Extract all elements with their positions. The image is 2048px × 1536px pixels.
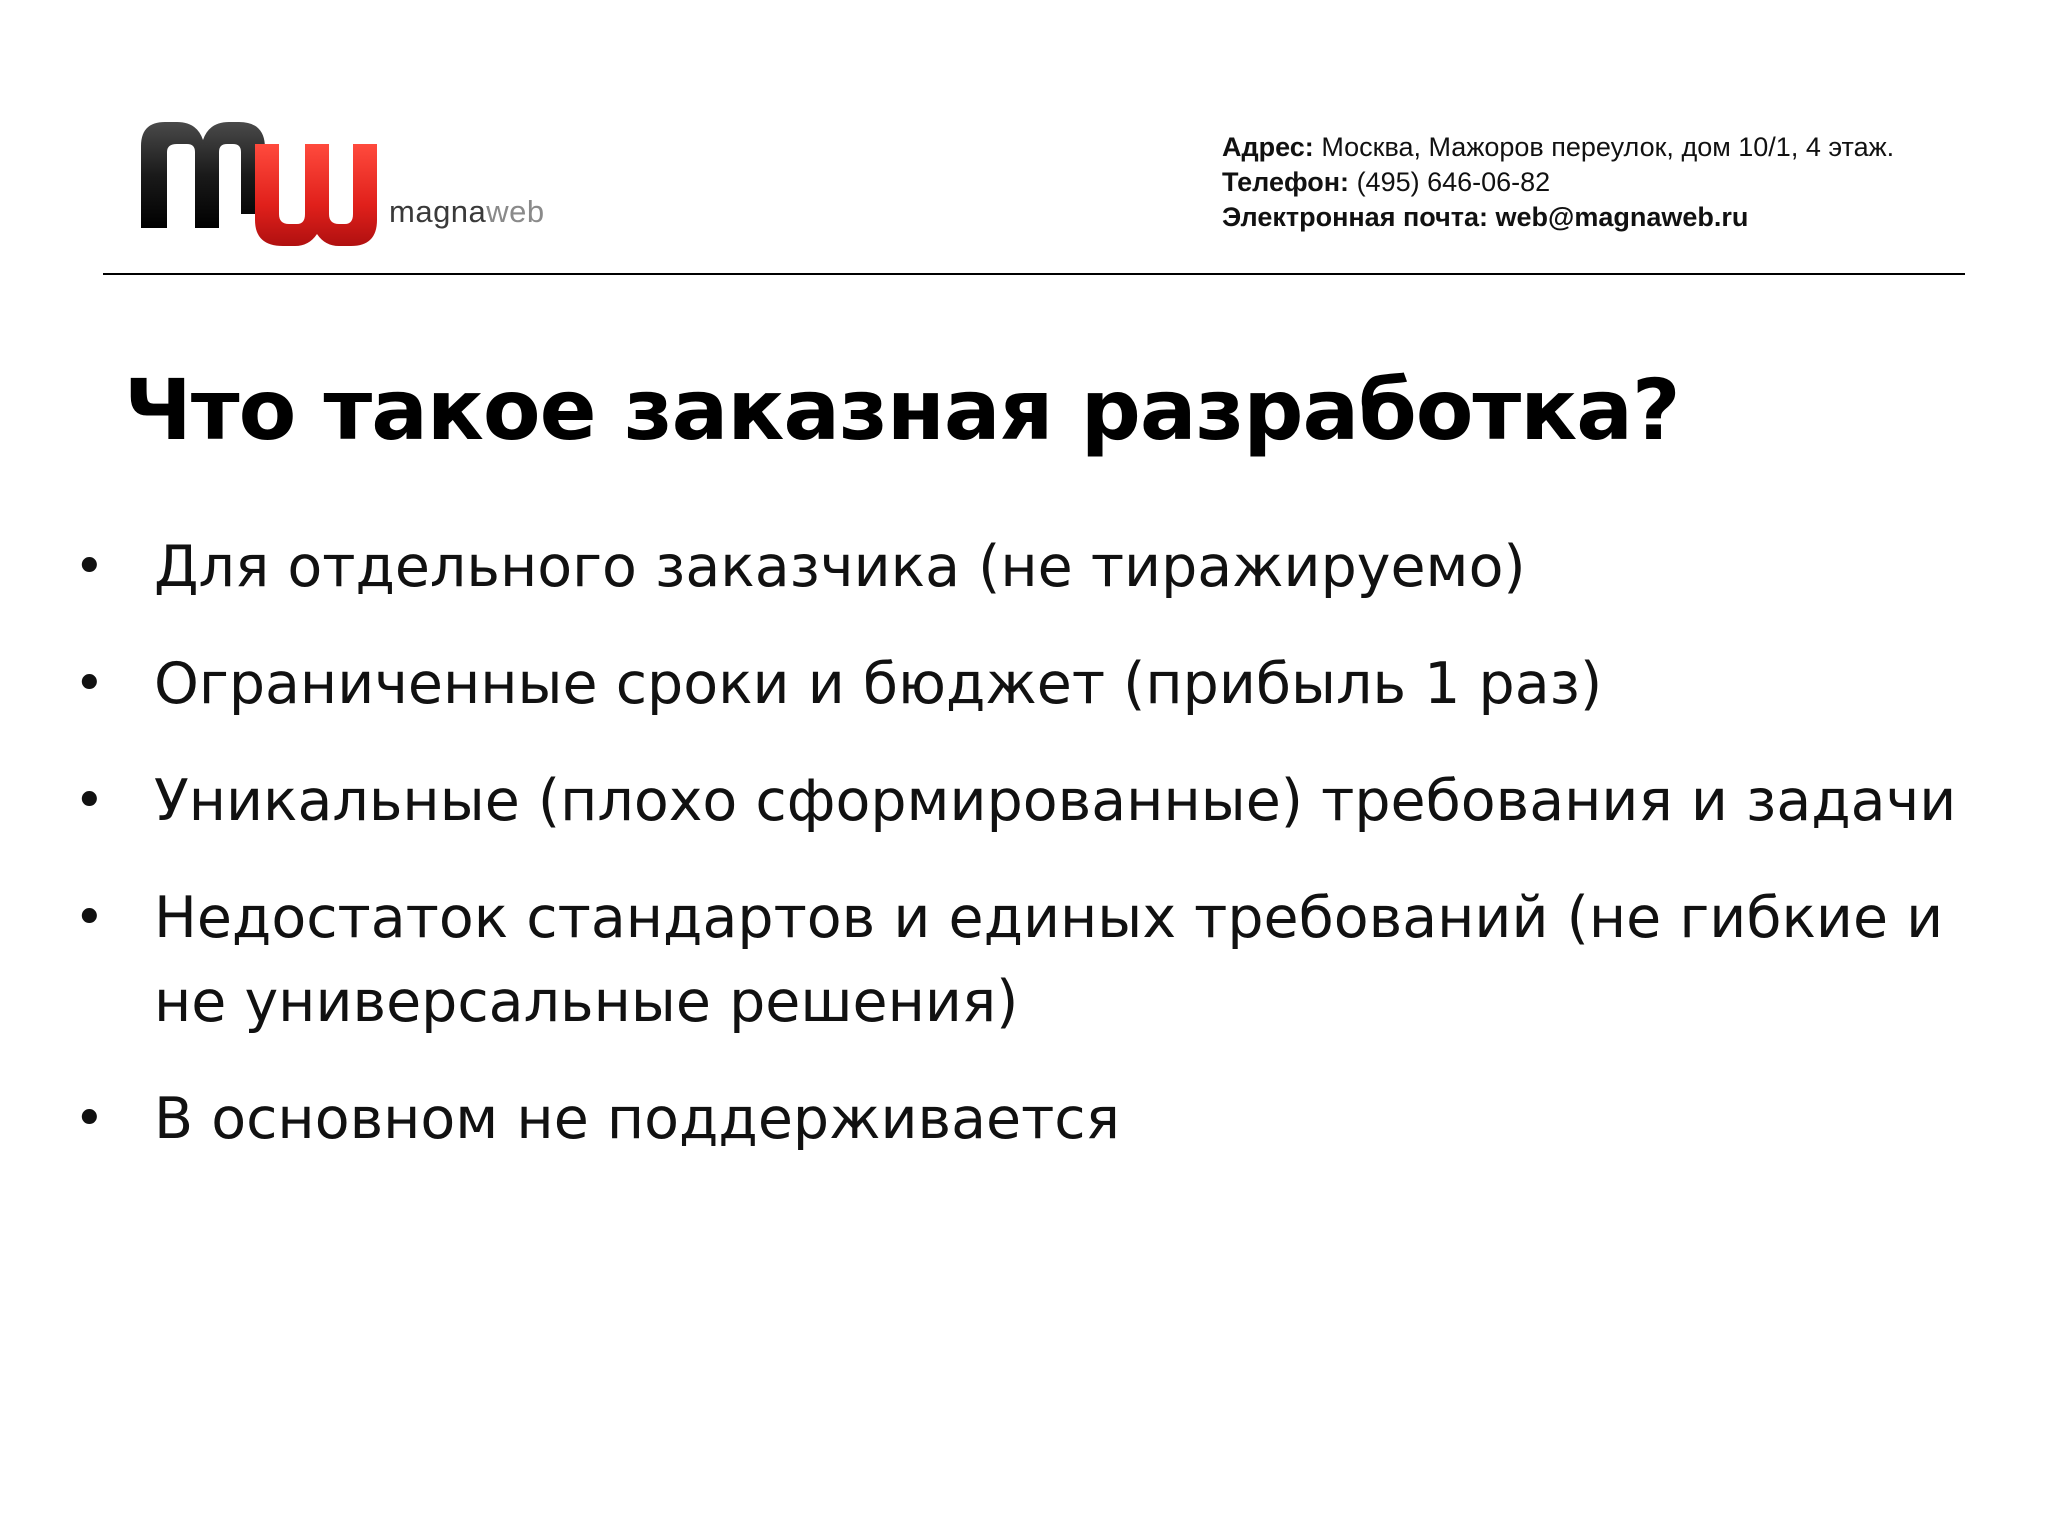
bullet-dot-icon: • [74, 888, 105, 948]
bullet-dot-icon: • [74, 1089, 105, 1149]
brand-wordmark-web: web [486, 194, 545, 229]
header-divider [103, 273, 1965, 275]
bullet-list [66, 525, 1966, 1194]
slide-header [103, 96, 1965, 274]
bullet-dot-icon: • [74, 537, 105, 597]
bullet-item [66, 1077, 1966, 1161]
email-value: web@magnaweb.ru [1495, 202, 1749, 232]
address-label: Адрес: [1222, 132, 1314, 162]
bullet-text: Уникальные (плохо сформированные) требования и задачи [154, 768, 1957, 834]
phone-label: Телефон: [1222, 167, 1350, 197]
brand-wordmark-magna: magna [389, 194, 487, 229]
brand-wordmark [389, 194, 545, 230]
contact-block [1222, 130, 1982, 235]
bullet-text: Недостаток стандартов и единых требований (не гибкие и не универсальные решения) [154, 885, 1944, 1035]
address-value: Москва, Мажоров переулок, дом 10/1, 4 этаж. [1321, 132, 1895, 162]
bullet-text: Ограниченные сроки и бюджет (прибыль 1 раз) [154, 651, 1603, 717]
bullet-item [66, 642, 1966, 726]
email-label: Электронная почта: [1222, 202, 1488, 232]
bullet-dot-icon: • [74, 771, 105, 831]
address-row [1222, 130, 1982, 165]
slide-title: Что такое заказная разработка? [124, 361, 1680, 459]
bullet-item [66, 876, 1966, 1044]
magnaweb-logo [137, 110, 607, 250]
bullet-dot-icon: • [74, 654, 105, 714]
email-row [1222, 200, 1982, 235]
phone-row [1222, 165, 1982, 200]
bullet-text: В основном не поддерживается [154, 1086, 1120, 1152]
phone-value: (495) 646-06-82 [1356, 167, 1551, 197]
bullet-item [66, 525, 1966, 609]
bullet-item [66, 759, 1966, 843]
bullet-text: Для отдельного заказчика (не тиражируемо) [154, 534, 1526, 600]
